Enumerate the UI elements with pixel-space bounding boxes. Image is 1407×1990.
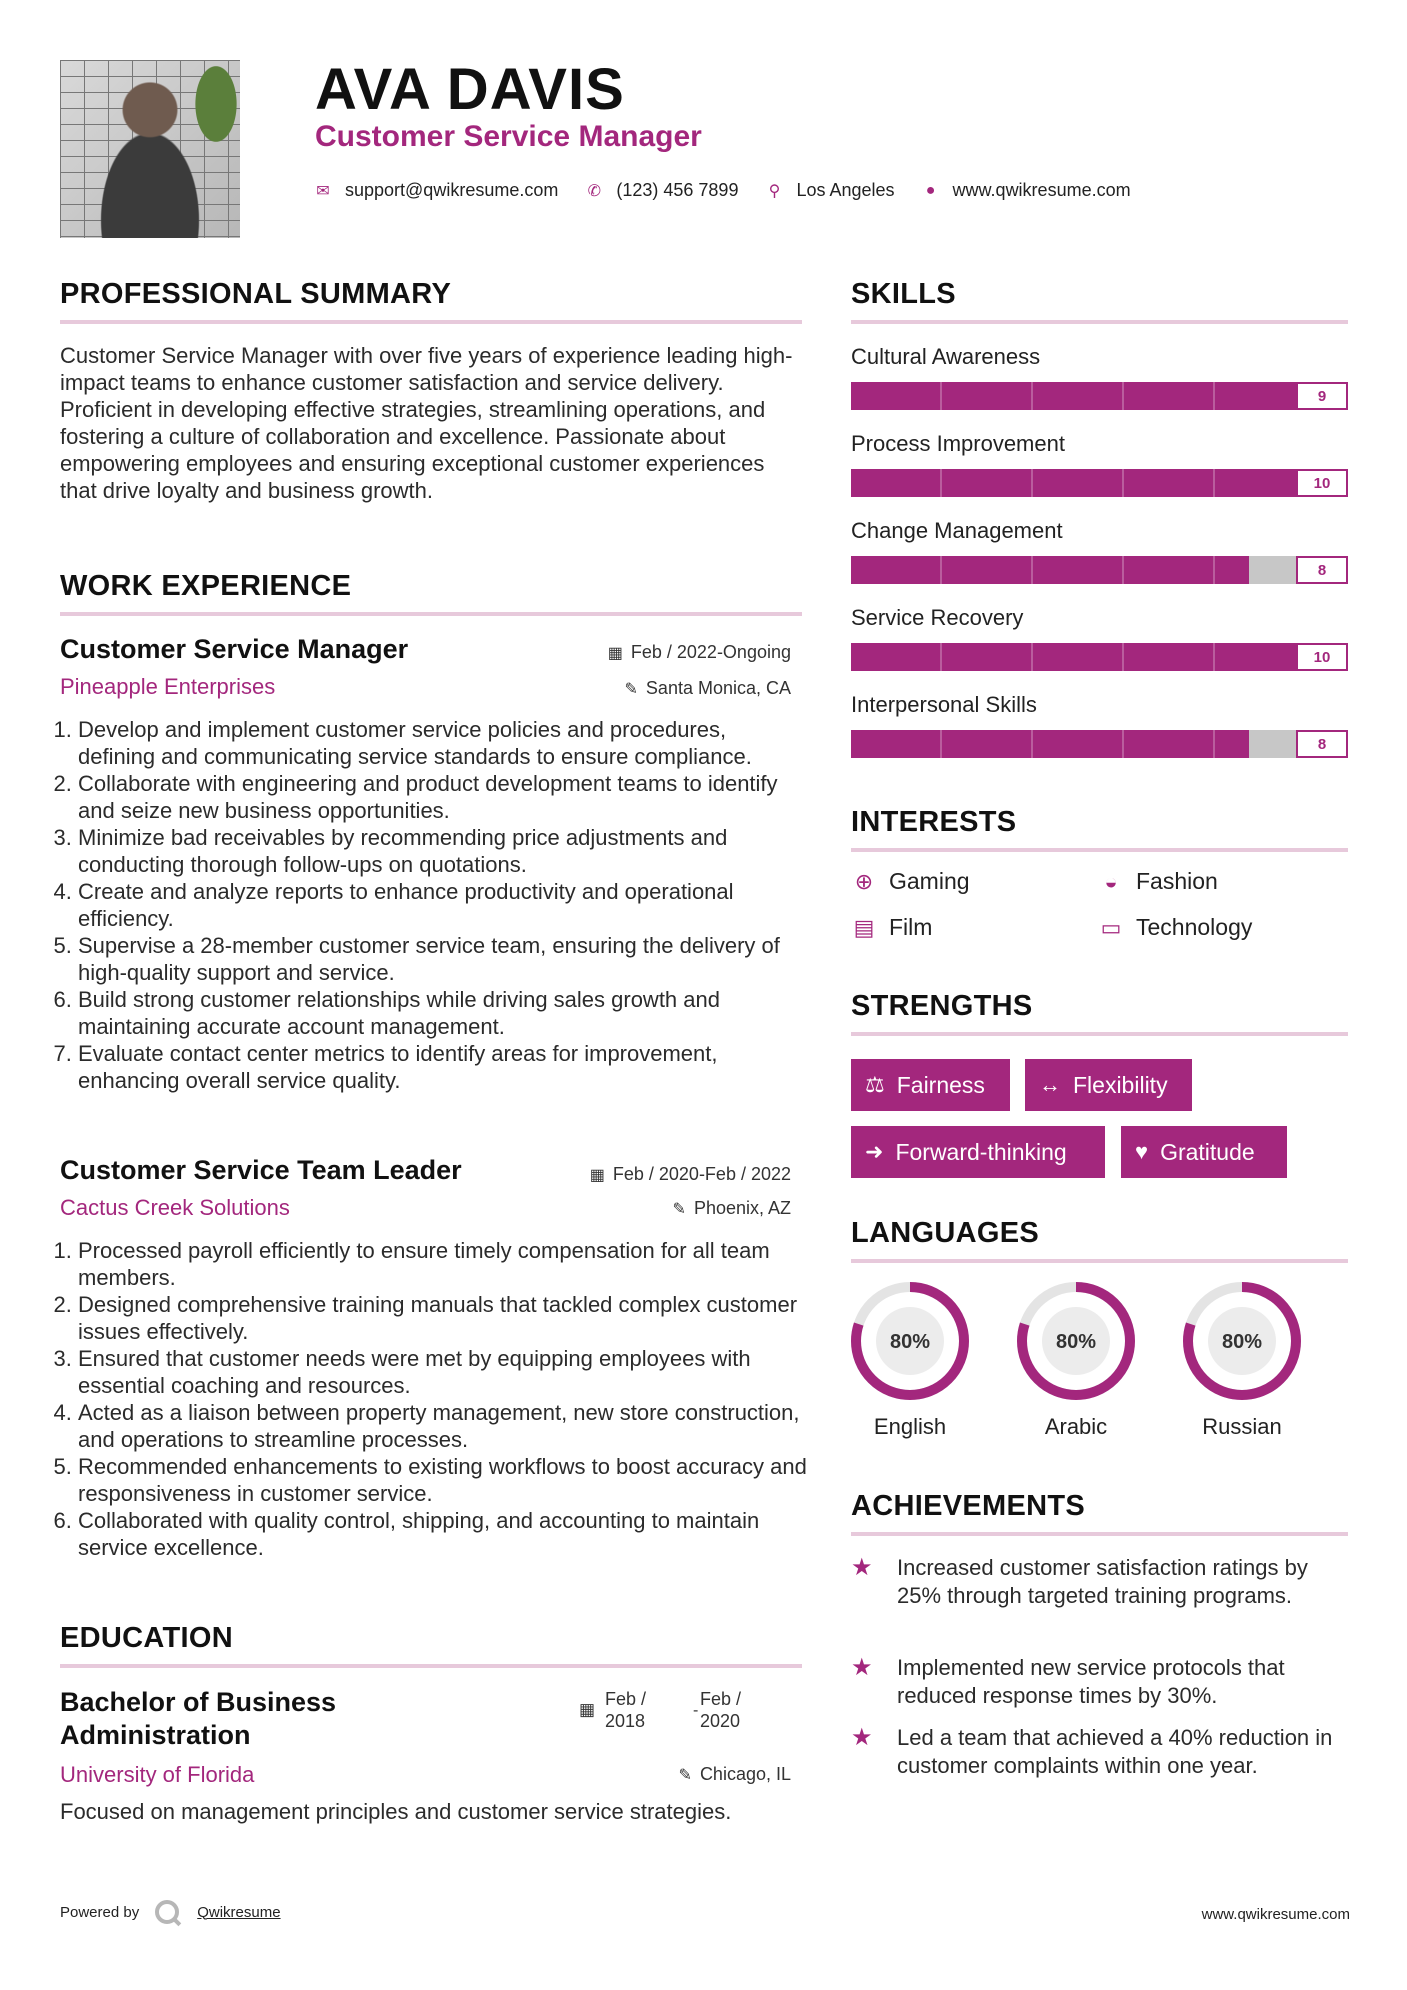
date-separator: - — [693, 1702, 699, 1719]
education-end-date: Feb / 2020 — [700, 1689, 742, 1731]
strength-tag — [1121, 1126, 1287, 1178]
summary-text: Customer Service Manager with over five years of experience leading high-impact teams to enhance customer satisfaction and service delivery. Proficient in developing effective strategies, streamlining operations, and fostering a culture of collaboration and excellence. Passionate about empowering employees and ensuring exceptional customer experiences that drive loyalty and business growth. — [60, 343, 793, 503]
powered-by-text: Powered by — [60, 1903, 140, 1921]
list-item: 6. Build strong customer relationships while driving sales growth and maintaining accurate account management. — [78, 986, 808, 1040]
skill-name: Process Improvement — [851, 431, 1065, 456]
job-title: Customer Service Team Leader — [60, 1155, 462, 1185]
achievement-text: Increased customer satisfaction ratings by 25% through targeted training programs. — [897, 1555, 1308, 1608]
location-text: Los Angeles — [796, 180, 895, 200]
arrow-right-icon: ➜ — [865, 1139, 884, 1164]
job-duties-list — [60, 1237, 808, 1561]
list-item: 3. Minimize bad receivables by recommending price adjustments and conducting thorough follow-ups on quotations. — [78, 824, 808, 878]
experience-heading: WORK EXPERIENCE — [60, 570, 352, 602]
pin-icon: ✎ — [624, 681, 638, 698]
job-location — [625, 678, 791, 699]
language-ring — [849, 1280, 971, 1402]
language-percent: 80% — [889, 1331, 931, 1353]
list-item: 5. Supervise a 28-member customer service team, ensuring the delivery of high-quality support and service. — [78, 932, 808, 986]
film-icon: ▤ — [853, 914, 875, 940]
contact-phone[interactable] — [586, 180, 738, 201]
achievement-item — [851, 1724, 1351, 1780]
job-title: Customer Service Manager — [60, 634, 409, 664]
achievement-text: Implemented new service protocols that reduced response times by 30%. — [897, 1655, 1285, 1708]
language-name: Arabic — [1044, 1414, 1108, 1439]
interest-fashion — [1098, 868, 1218, 895]
interests-heading: INTERESTS — [851, 806, 1017, 838]
list-item: 1. Processed payroll efficiently to ensure timely compensation for all team members. — [78, 1237, 808, 1291]
website-text: www.qwikresume.com — [952, 180, 1131, 200]
skill-score: 10 — [1296, 469, 1348, 497]
globe-icon: ● — [925, 181, 936, 199]
job-company: Cactus Creek Solutions — [60, 1195, 290, 1220]
interest-label: Fashion — [1136, 868, 1218, 894]
footer-website[interactable]: www.qwikresume.com — [1201, 1906, 1350, 1923]
phone-icon: ✆ — [587, 182, 602, 200]
skill-fill — [851, 469, 1348, 497]
education-divider — [60, 1664, 802, 1668]
contact-website[interactable] — [923, 180, 1131, 201]
list-item: 7. Evaluate contact center metrics to identify areas for improvement, enhancing overall service quality. — [78, 1040, 808, 1094]
skill-bar — [851, 730, 1348, 758]
list-item: 6. Collaborated with quality control, shipping, and accounting to maintain service excellence. — [78, 1507, 808, 1561]
language-name: English — [873, 1414, 947, 1439]
arrows-horizontal-icon: ↔ — [1039, 1072, 1061, 1097]
school-name: University of Florida — [60, 1762, 255, 1787]
education-heading: EDUCATION — [60, 1622, 233, 1654]
achievements-divider — [851, 1532, 1348, 1536]
skill-score: 10 — [1296, 643, 1348, 671]
contact-bar — [315, 180, 1159, 201]
summary-heading: PROFESSIONAL SUMMARY — [60, 278, 452, 310]
map-pin-icon: ⚲ — [768, 182, 781, 200]
skills-heading: SKILLS — [851, 278, 956, 310]
language-percent: 80% — [1221, 1331, 1263, 1353]
strength-tag — [851, 1059, 1010, 1111]
job-location-text: Santa Monica, CA — [645, 678, 791, 698]
languages-heading: LANGUAGES — [851, 1217, 1039, 1249]
brand-link[interactable]: Qwikresume — [197, 1903, 281, 1921]
skill-fill — [851, 556, 1249, 584]
achievement-text: Led a team that achieved a 40% reduction in customer complaints within one year. — [897, 1725, 1333, 1778]
job-dates-text: Feb / 2020-Feb / 2022 — [612, 1164, 791, 1184]
achievement-item — [851, 1654, 1351, 1710]
language-ring — [1181, 1280, 1303, 1402]
contact-location — [766, 180, 894, 201]
calendar-icon: ▦ — [589, 1167, 605, 1184]
strength-label: Forward-thinking — [895, 1138, 1067, 1165]
contact-email[interactable] — [315, 180, 558, 201]
skill-bar — [851, 382, 1348, 410]
skill-fill — [851, 643, 1348, 671]
job-location — [673, 1198, 791, 1219]
languages-divider — [851, 1259, 1348, 1263]
interest-label: Technology — [1136, 914, 1253, 940]
achievements-heading: ACHIEVEMENTS — [851, 1490, 1086, 1522]
calendar-icon: ▦ — [607, 645, 623, 662]
candidate-role: Customer Service Manager — [315, 120, 702, 153]
skill-bar — [851, 469, 1348, 497]
skill-bar — [851, 556, 1348, 584]
achievement-item — [851, 1554, 1351, 1610]
language-english — [849, 1280, 971, 1440]
interest-film — [851, 914, 932, 941]
strength-label: Flexibility — [1073, 1071, 1168, 1098]
language-name: Russian — [1202, 1414, 1282, 1439]
phone-text: (123) 456 7899 — [616, 180, 739, 200]
language-percent: 80% — [1055, 1331, 1097, 1353]
shooting-star-icon: ★ — [851, 1554, 873, 1581]
strength-tag — [1025, 1059, 1192, 1111]
shopping-bag-icon: ◒ — [1104, 868, 1118, 894]
education-location — [679, 1764, 791, 1785]
strengths-divider — [851, 1032, 1348, 1036]
gamepad-icon: ⊕ — [854, 868, 874, 894]
skill-name: Change Management — [851, 518, 1063, 543]
pin-icon: ✎ — [678, 1767, 692, 1784]
job-dates — [590, 1164, 791, 1185]
heart-icon: ♥ — [1135, 1139, 1149, 1164]
summary-divider — [60, 320, 802, 324]
list-item: 2. Designed comprehensive training manuals that tackled complex customer issues effectively. — [78, 1291, 808, 1345]
strengths-heading: STRENGTHS — [851, 990, 1033, 1022]
list-item: 5. Recommended enhancements to existing workflows to boost accuracy and responsiveness in customer service. — [78, 1453, 808, 1507]
strength-tag — [851, 1126, 1105, 1178]
skill-fill — [851, 382, 1298, 410]
skills-divider — [851, 320, 1348, 324]
list-item: 2. Collaborate with engineering and product development teams to identify and seize new business opportunities. — [78, 770, 808, 824]
list-item: 1. Develop and implement customer service policies and procedures, defining and communicating service standards to ensure compliance. — [78, 716, 808, 770]
skill-score: 8 — [1296, 730, 1348, 758]
footer-powered-by — [60, 1900, 281, 1924]
calendar-icon: ▦ — [579, 1700, 596, 1719]
shooting-star-icon: ★ — [851, 1654, 873, 1681]
interest-label: Film — [889, 914, 933, 940]
profile-photo — [60, 60, 240, 238]
degree-title: Bachelor of Business Administration — [60, 1687, 337, 1750]
qwikresume-logo-icon — [155, 1900, 179, 1924]
balance-scale-icon: ⚖ — [865, 1072, 885, 1097]
skill-fill — [851, 730, 1249, 758]
skill-score: 9 — [1296, 382, 1348, 410]
education-description: Focused on management principles and customer service strategies. — [60, 1799, 732, 1824]
skill-score: 8 — [1296, 556, 1348, 584]
laptop-icon: ▭ — [1100, 914, 1122, 940]
job-duties-list — [60, 716, 808, 1094]
language-arabic — [1015, 1280, 1137, 1440]
job-dates-text: Feb / 2022-Ongoing — [630, 642, 791, 662]
job-dates — [608, 642, 791, 663]
strength-label: Gratitude — [1160, 1138, 1255, 1165]
interest-label: Gaming — [889, 868, 970, 894]
shooting-star-icon: ★ — [851, 1724, 873, 1751]
job-location-text: Phoenix, AZ — [693, 1198, 791, 1218]
education-location-text: Chicago, IL — [699, 1764, 791, 1784]
skill-name: Interpersonal Skills — [851, 692, 1037, 717]
experience-divider — [60, 612, 802, 616]
skill-bar — [851, 643, 1348, 671]
list-item: 3. Ensured that customer needs were met by equipping employees with essential coaching and resources. — [78, 1345, 808, 1399]
candidate-name: AVA DAVIS — [315, 57, 625, 122]
strength-label: Fairness — [896, 1071, 985, 1098]
interest-gaming — [851, 868, 970, 895]
list-item: 4. Create and analyze reports to enhance productivity and operational efficiency. — [78, 878, 808, 932]
job-company: Pineapple Enterprises — [60, 674, 276, 699]
list-item: 4. Acted as a liaison between property management, new store construction, and operations to streamline processes. — [78, 1399, 808, 1453]
envelope-icon: ✉ — [316, 182, 330, 200]
interest-technology — [1098, 914, 1252, 941]
education-start-date: Feb / 2018 — [605, 1689, 647, 1731]
interests-divider — [851, 848, 1348, 852]
skill-name: Cultural Awareness — [851, 344, 1041, 369]
language-ring — [1015, 1280, 1137, 1402]
email-text: support@qwikresume.com — [345, 180, 559, 200]
pin-icon: ✎ — [672, 1201, 686, 1218]
skill-name: Service Recovery — [851, 605, 1024, 630]
language-russian — [1181, 1280, 1303, 1440]
